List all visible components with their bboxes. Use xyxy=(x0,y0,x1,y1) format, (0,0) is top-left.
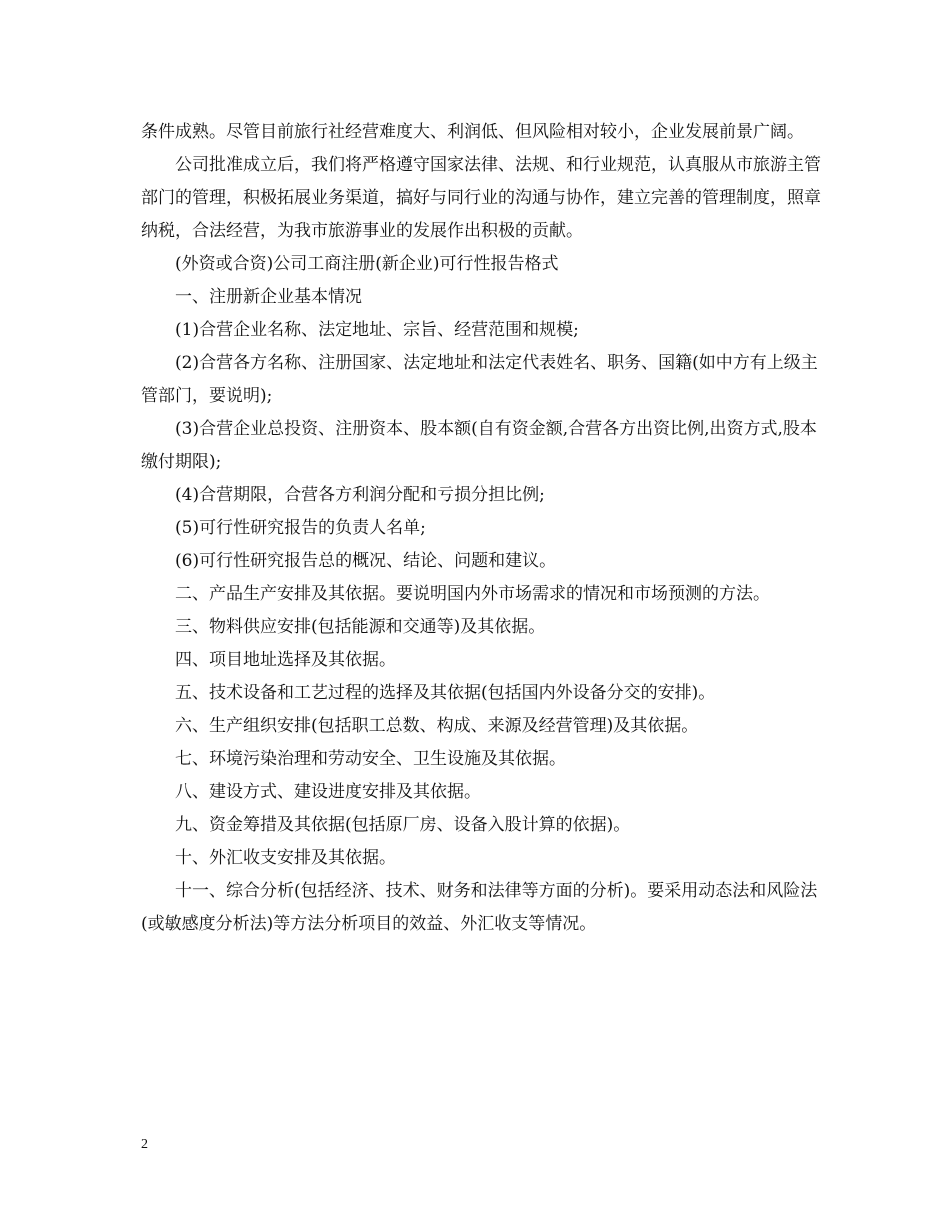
paragraph-company-commitment: 公司批准成立后，我们将严格遵守国家法律、法规、和行业规范，认真服从市旅游主管部门的管理，积极拓展业务渠道，搞好与同行业的沟通与协作，建立完善的管理制度，照章纳税，合法经营，为我市旅游事业的发展作出积极的贡献。 xyxy=(141,155,821,241)
list-item-6: (6)可行性研究报告总的概况、结论、问题和建议。 xyxy=(175,551,557,571)
section-10: 十、外汇收支安排及其依据。 xyxy=(175,848,396,868)
section-9: 九、资金筹措及其依据(包括原厂房、设备入股计算的依据)。 xyxy=(175,815,631,835)
list-item-5: (5)可行性研究报告的负责人名单; xyxy=(175,518,426,538)
list-item-4: (4)合营期限，合营各方利润分配和亏损分担比例; xyxy=(175,485,545,505)
section-3: 三、物料供应安排(包括能源和交通等)及其依据。 xyxy=(175,617,546,637)
section-7: 七、环境污染治理和劳动安全、卫生设施及其依据。 xyxy=(175,749,566,769)
list-item-3: (3)合营企业总投资、注册资本、股本额(自有资金额,合营各方出资比例,出资方式,股本缴付期限); xyxy=(141,419,817,472)
section-1-heading: 一、注册新企业基本情况 xyxy=(175,287,362,307)
paragraph-intro-continuation: 条件成熟。尽管目前旅行社经营难度大、利润低、但风险相对较小，企业发展前景广阔。 xyxy=(141,122,804,142)
section-4: 四、项目地址选择及其依据。 xyxy=(175,650,396,670)
section-6: 六、生产组织安排(包括职工总数、构成、来源及经营管理)及其依据。 xyxy=(175,716,699,736)
list-item-2: (2)合营各方名称、注册国家、法定地址和法定代表姓名、职务、国籍(如中方有上级主管部门，要说明); xyxy=(141,353,818,406)
section-11: 十一、综合分析(包括经济、技术、财务和法律等方面的分析)。要采用动态法和风险法(或敏感度分析法)等方法分析项目的效益、外汇收支等情况。 xyxy=(141,881,818,934)
page-number: 2 xyxy=(141,1137,148,1152)
document-body xyxy=(141,116,831,941)
section-8: 八、建设方式、建设进度安排及其依据。 xyxy=(175,782,481,802)
section-5: 五、技术设备和工艺过程的选择及其依据(包括国内外设备分交的安排)。 xyxy=(175,683,716,703)
list-item-1: (1)合营企业名称、法定地址、宗旨、经营范围和规模; xyxy=(175,320,579,340)
section-2: 二、产品生产安排及其依据。要说明国内外市场需求的情况和市场预测的方法。 xyxy=(175,584,770,604)
paragraph-report-format-title: (外资或合资)公司工商注册(新企业)可行性报告格式 xyxy=(175,254,559,274)
